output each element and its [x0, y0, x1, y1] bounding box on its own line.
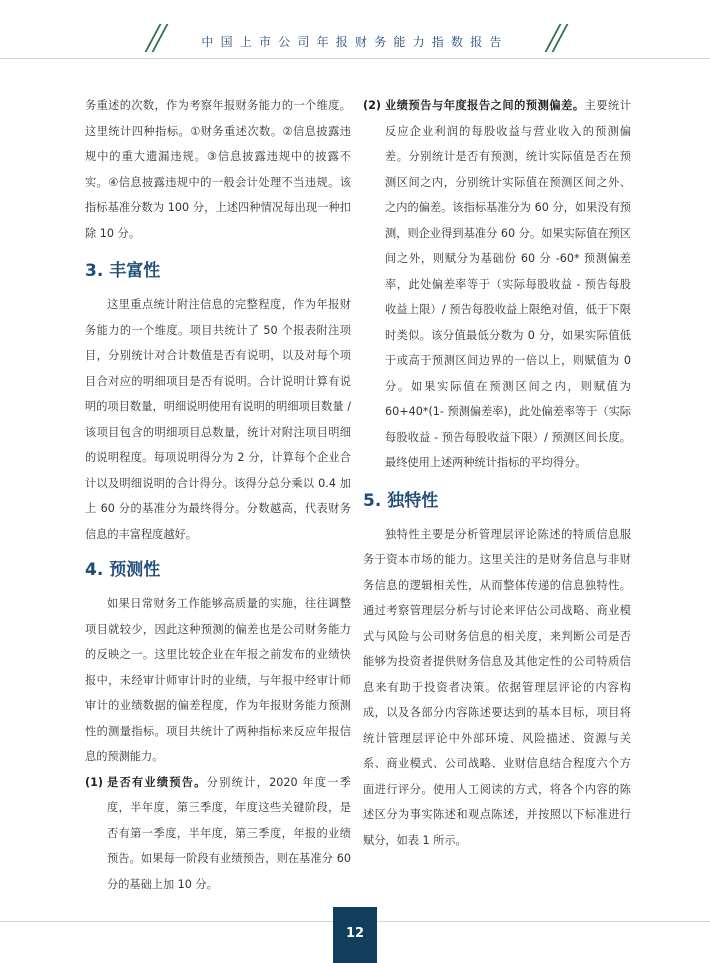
item-1-number: (1): [85, 775, 104, 789]
item-2-body: 主要统计反应企业利润的每股收益与营业收入的预测偏差。分别统计是否有预测，统计实际值是否在预测区间之内，分别统计实际值在预测区间之外、之内的偏差。该指标基准分为 60 分，如果没有预测，则企业得到基准分 60 分。如果实际值在预区间之外，则赋分为基础份 60 分 -60* 预测偏差率，此处偏差率等于（实际每股收益 - 预告每股收益上限）/ 预告每股收益上限绝对值，低于下限时类似。该分值最低分数为 0 分，如果实际值低于或高于预测区间边界的一倍以上，则赋值为 0 分。如果实际值在预测区间之内，则赋值为 60+40*(1- 预测偏差率)，此处偏差率等于（实际每股收益 - 预告每股收益下限）/ 预测区间长度。最终使用上述两种统计指标的平均得分。: [385, 99, 631, 469]
list-item-2: [363, 93, 631, 476]
item-2-title: 业绩预告与年度报告之间的预测偏差。: [385, 99, 585, 112]
section-4-heading: 4. 预测性: [85, 560, 161, 580]
item-2-number: (2): [363, 99, 382, 112]
item-1-paragraph: [107, 770, 351, 898]
item-1-title: 是否有业绩预告。: [107, 775, 207, 789]
left-column: [85, 93, 351, 897]
page-number: 12: [333, 907, 377, 963]
report-title: 中国上市公司年报财务能力指数报告: [201, 35, 509, 49]
section-5-heading: 5. 独特性: [363, 490, 439, 511]
header-divider: [0, 58, 710, 59]
right-column: [363, 93, 631, 853]
list-item-1: [85, 770, 351, 898]
page-header: [0, 0, 710, 62]
section-4-body: 如果日常财务工作能够高质量的实施，往往调整项目就较少，因此这种预测的偏差也是公司财务能力的反映之一。这里比较企业在年报之前发布的业绩快报中，未经审计师审计时的业绩，与年报中经审计师审计的业绩数据的偏差程度，作为年报财务能力预测性的测量指标。项目共统计了两种指标来反应年报信息的预测能力。: [85, 597, 351, 763]
intro-paragraph: 务重述的次数，作为考察年报财务能力的一个维度。这里统计四种指标。①财务重述次数。②信息披露违规中的重大遗漏违规。③信息披露违规中的披露不实。④信息披露违规中的一般会计处理不当违规。该指标基准分数为 100 分，上述四种情况每出现一种扣除 10 分。: [85, 99, 351, 240]
item-1-body: 分别统计，2020 年度一季度，半年度，第三季度，年度这些关键阶段，是否有第一季度，半年度，第三季度，年报的业绩预告。如果每一阶段有业绩预告，则在基准分 60 分的基础上加 10 分。: [107, 775, 351, 891]
item-2-paragraph: [385, 93, 631, 476]
section-5-body: 独特性主要是分析管理层评论陈述的特质信息服务于资本市场的能力。这里关注的是财务信息与非财务信息的逻辑相关性，从而整体传递的信息独特性。通过考察管理层分析与讨论来评估公司战略、商业模式与风险与公司财务信息的相关度，来判断公司是否能够为投资者提供财务信息及其他定性的公司特质信息来有助于投资者决策。依据管理层评论的内容构成，以及各部分内容陈述要达到的基本目标，项目将统计管理层评论中外部环境、风险描述、资源与关系、商业模式、公司战略、业财信息结合程度六个方面进行评分。使用人工阅读的方式，将各个内容的陈述区分为事实陈述和观点陈述，并按照以下标准进行赋分，如表 1 所示。: [363, 527, 631, 847]
section-3-body: 这里重点统计附注信息的完整程度，作为年报财务能力的一个维度。项目共统计了 50 个报表附注项目，分别统计对合计数值是否有说明，以及对每个项目合对应的明细项目是否有说明。合计说明计算有说明的项目数量，明细说明使用有说明的明细项目数量 / 该项目包含的明细项目总数量，统计对附注项目明细的说明程度。每项说明得分为 2 分，计算每个企业合计以及明细说明的合计得分。该得分总分乘以 0.4 加上 60 分的基准分为最终得分。分数越高，代表财务信息的丰富程度越好。: [85, 298, 351, 541]
section-3-heading: 3. 丰富性: [85, 261, 161, 281]
